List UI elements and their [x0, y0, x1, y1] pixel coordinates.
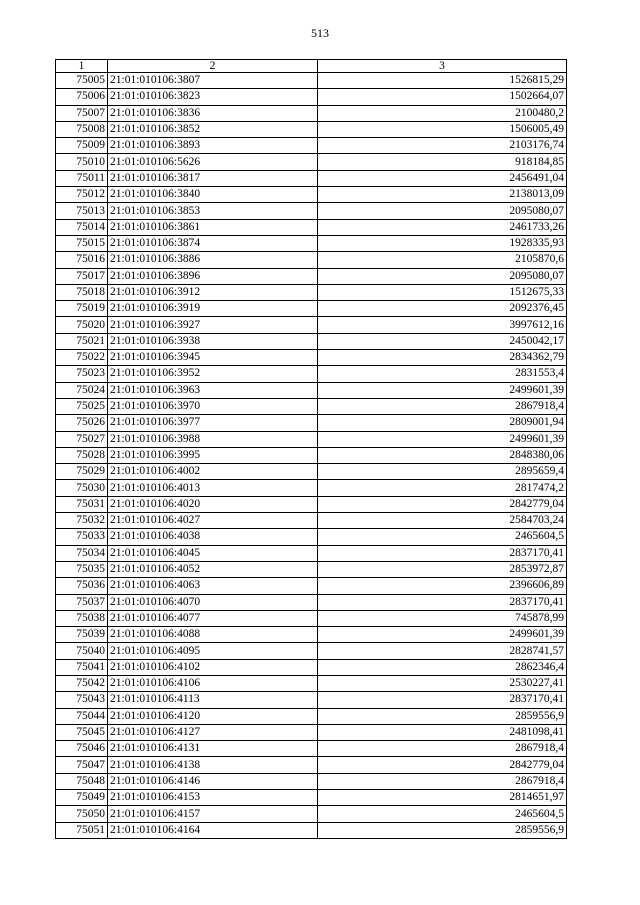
table-row — [56, 659, 567, 675]
value-cell: 2499601,39 — [318, 431, 567, 447]
cadastral-number-cell: 21:01:010106:4113 — [108, 692, 318, 708]
cadastral-number-cell: 21:01:010106:3896 — [108, 268, 318, 284]
cadastral-number-cell: 21:01:010106:4027 — [108, 513, 318, 529]
cadastral-number-cell: 21:01:010106:4095 — [108, 643, 318, 659]
row-number-cell: 75043 — [56, 692, 108, 708]
table-row — [56, 170, 567, 186]
value-cell: 2100480,2 — [318, 105, 567, 121]
row-number-cell: 75039 — [56, 627, 108, 643]
cadastral-number-cell: 21:01:010106:4020 — [108, 496, 318, 512]
table-row — [56, 594, 567, 610]
value-cell: 2862346,4 — [318, 659, 567, 675]
row-number-cell: 75035 — [56, 561, 108, 577]
row-number-cell: 75023 — [56, 366, 108, 382]
table-row — [56, 350, 567, 366]
value-cell: 2481098,41 — [318, 724, 567, 740]
cadastral-number-cell: 21:01:010106:4013 — [108, 480, 318, 496]
table-row — [56, 317, 567, 333]
column-header-1: 1 — [56, 60, 108, 73]
value-cell: 2465604,5 — [318, 529, 567, 545]
cadastral-number-cell: 21:01:010106:3995 — [108, 447, 318, 463]
table-row — [56, 464, 567, 480]
cadastral-number-cell: 21:01:010106:3919 — [108, 301, 318, 317]
value-cell: 2095080,07 — [318, 268, 567, 284]
table-row — [56, 138, 567, 154]
row-number-cell: 75014 — [56, 219, 108, 235]
row-number-cell: 75015 — [56, 235, 108, 251]
value-cell: 2895659,4 — [318, 464, 567, 480]
cadastral-number-cell: 21:01:010106:4138 — [108, 757, 318, 773]
cadastral-number-cell: 21:01:010106:3823 — [108, 89, 318, 105]
value-cell: 1512675,33 — [318, 284, 567, 300]
row-number-cell: 75013 — [56, 203, 108, 219]
table-row — [56, 675, 567, 691]
row-number-cell: 75012 — [56, 187, 108, 203]
value-cell: 2450042,17 — [318, 333, 567, 349]
row-number-cell: 75042 — [56, 675, 108, 691]
row-number-cell: 75033 — [56, 529, 108, 545]
value-cell: 1506005,49 — [318, 121, 567, 137]
value-cell: 1526815,29 — [318, 73, 567, 89]
row-number-cell: 75018 — [56, 284, 108, 300]
table-row — [56, 627, 567, 643]
row-number-cell: 75006 — [56, 89, 108, 105]
row-number-cell: 75028 — [56, 447, 108, 463]
cadastral-number-cell: 21:01:010106:4146 — [108, 773, 318, 789]
cadastral-number-cell: 21:01:010106:3852 — [108, 121, 318, 137]
row-number-cell: 75038 — [56, 610, 108, 626]
value-cell: 2859556,9 — [318, 708, 567, 724]
value-cell: 2853972,87 — [318, 561, 567, 577]
table-row — [56, 610, 567, 626]
row-number-cell: 75046 — [56, 741, 108, 757]
cadastral-number-cell: 21:01:010106:4106 — [108, 675, 318, 691]
table-row — [56, 89, 567, 105]
cadastral-number-cell: 21:01:010106:3807 — [108, 73, 318, 89]
row-number-cell: 75036 — [56, 578, 108, 594]
table-row — [56, 187, 567, 203]
table-row — [56, 724, 567, 740]
row-number-cell: 75025 — [56, 398, 108, 414]
row-number-cell: 75019 — [56, 301, 108, 317]
table-row — [56, 203, 567, 219]
value-cell: 2837170,41 — [318, 545, 567, 561]
table-row — [56, 284, 567, 300]
table-row — [56, 431, 567, 447]
row-number-cell: 75022 — [56, 350, 108, 366]
value-cell: 2396606,89 — [318, 578, 567, 594]
table-row — [56, 121, 567, 137]
value-cell: 2530227,41 — [318, 675, 567, 691]
value-cell: 2831553,4 — [318, 366, 567, 382]
table-row — [56, 252, 567, 268]
cadastral-number-cell: 21:01:010106:3945 — [108, 350, 318, 366]
row-number-cell: 75045 — [56, 724, 108, 740]
data-table — [55, 59, 567, 839]
table-row — [56, 757, 567, 773]
table-row — [56, 790, 567, 806]
cadastral-number-cell: 21:01:010106:3836 — [108, 105, 318, 121]
value-cell: 2842779,04 — [318, 757, 567, 773]
row-number-cell: 75005 — [56, 73, 108, 89]
table-row — [56, 578, 567, 594]
row-number-cell: 75021 — [56, 333, 108, 349]
cadastral-number-cell: 21:01:010106:3952 — [108, 366, 318, 382]
table-row — [56, 480, 567, 496]
value-cell: 2461733,26 — [318, 219, 567, 235]
cadastral-number-cell: 21:01:010106:4052 — [108, 561, 318, 577]
cadastral-number-cell: 21:01:010106:4045 — [108, 545, 318, 561]
cadastral-number-cell: 21:01:010106:3963 — [108, 382, 318, 398]
cadastral-number-cell: 21:01:010106:4063 — [108, 578, 318, 594]
value-cell: 2867918,4 — [318, 741, 567, 757]
table-row — [56, 235, 567, 251]
table-row — [56, 415, 567, 431]
cadastral-number-cell: 21:01:010106:4102 — [108, 659, 318, 675]
table-row — [56, 822, 567, 838]
table-row — [56, 73, 567, 89]
cadastral-number-cell: 21:01:010106:3874 — [108, 235, 318, 251]
table-row — [56, 692, 567, 708]
table-row — [56, 773, 567, 789]
cadastral-number-cell: 21:01:010106:3853 — [108, 203, 318, 219]
table-row — [56, 708, 567, 724]
value-cell: 2092376,45 — [318, 301, 567, 317]
row-number-cell: 75037 — [56, 594, 108, 610]
value-cell: 2859556,9 — [318, 822, 567, 838]
value-cell: 2848380,06 — [318, 447, 567, 463]
row-number-cell: 75010 — [56, 154, 108, 170]
row-number-cell: 75029 — [56, 464, 108, 480]
value-cell: 2842779,04 — [318, 496, 567, 512]
cadastral-number-cell: 21:01:010106:3988 — [108, 431, 318, 447]
value-cell: 918184,85 — [318, 154, 567, 170]
row-number-cell: 75011 — [56, 170, 108, 186]
value-cell: 2814651,97 — [318, 790, 567, 806]
row-number-cell: 75051 — [56, 822, 108, 838]
cadastral-number-cell: 21:01:010106:4127 — [108, 724, 318, 740]
value-cell: 2105870,6 — [318, 252, 567, 268]
cadastral-number-cell: 21:01:010106:3817 — [108, 170, 318, 186]
value-cell: 1928335,93 — [318, 235, 567, 251]
column-header-2: 2 — [108, 60, 318, 73]
row-number-cell: 75050 — [56, 806, 108, 822]
table-row — [56, 529, 567, 545]
row-number-cell: 75020 — [56, 317, 108, 333]
value-cell: 1502664,07 — [318, 89, 567, 105]
row-number-cell: 75031 — [56, 496, 108, 512]
row-number-cell: 75030 — [56, 480, 108, 496]
table-row — [56, 268, 567, 284]
table-row — [56, 301, 567, 317]
table-body — [56, 73, 567, 839]
row-number-cell: 75009 — [56, 138, 108, 154]
cadastral-number-cell: 21:01:010106:4002 — [108, 464, 318, 480]
value-cell: 2834362,79 — [318, 350, 567, 366]
value-cell: 2837170,41 — [318, 692, 567, 708]
table-row — [56, 496, 567, 512]
value-cell: 2867918,4 — [318, 773, 567, 789]
cadastral-number-cell: 21:01:010106:4120 — [108, 708, 318, 724]
table-header — [56, 60, 567, 73]
cadastral-number-cell: 21:01:010106:5626 — [108, 154, 318, 170]
page-number: 513 — [311, 26, 329, 40]
cadastral-number-cell: 21:01:010106:4131 — [108, 741, 318, 757]
value-cell: 2584703,24 — [318, 513, 567, 529]
value-cell: 2499601,39 — [318, 627, 567, 643]
cadastral-number-cell: 21:01:010106:3970 — [108, 398, 318, 414]
table-row — [56, 643, 567, 659]
cadastral-number-cell: 21:01:010106:3912 — [108, 284, 318, 300]
cadastral-number-cell: 21:01:010106:3840 — [108, 187, 318, 203]
table-row — [56, 398, 567, 414]
value-cell: 2828741,57 — [318, 643, 567, 659]
row-number-cell: 75026 — [56, 415, 108, 431]
row-number-cell: 75040 — [56, 643, 108, 659]
cadastral-number-cell: 21:01:010106:4164 — [108, 822, 318, 838]
value-cell: 2095080,07 — [318, 203, 567, 219]
cadastral-number-cell: 21:01:010106:3861 — [108, 219, 318, 235]
cadastral-number-cell: 21:01:010106:4157 — [108, 806, 318, 822]
row-number-cell: 75008 — [56, 121, 108, 137]
row-number-cell: 75044 — [56, 708, 108, 724]
row-number-cell: 75034 — [56, 545, 108, 561]
row-number-cell: 75048 — [56, 773, 108, 789]
value-cell: 2456491,04 — [318, 170, 567, 186]
row-number-cell: 75017 — [56, 268, 108, 284]
value-cell: 2138013,09 — [318, 187, 567, 203]
value-cell: 3997612,16 — [318, 317, 567, 333]
column-header-3: 3 — [318, 60, 567, 73]
row-number-cell: 75007 — [56, 105, 108, 121]
value-cell: 2837170,41 — [318, 594, 567, 610]
cadastral-number-cell: 21:01:010106:4038 — [108, 529, 318, 545]
table-row — [56, 219, 567, 235]
cadastral-number-cell: 21:01:010106:4077 — [108, 610, 318, 626]
row-number-cell: 75041 — [56, 659, 108, 675]
cadastral-number-cell: 21:01:010106:3886 — [108, 252, 318, 268]
table-row — [56, 366, 567, 382]
header-row — [56, 60, 567, 73]
cadastral-number-cell: 21:01:010106:3938 — [108, 333, 318, 349]
table-row — [56, 333, 567, 349]
table-row — [56, 105, 567, 121]
table-row — [56, 447, 567, 463]
value-cell: 2817474,2 — [318, 480, 567, 496]
row-number-cell: 75027 — [56, 431, 108, 447]
row-number-cell: 75049 — [56, 790, 108, 806]
cadastral-number-cell: 21:01:010106:3893 — [108, 138, 318, 154]
value-cell: 745878,99 — [318, 610, 567, 626]
cadastral-number-cell: 21:01:010106:3927 — [108, 317, 318, 333]
row-number-cell: 75047 — [56, 757, 108, 773]
table-row — [56, 561, 567, 577]
table-row — [56, 513, 567, 529]
cadastral-number-cell: 21:01:010106:4088 — [108, 627, 318, 643]
row-number-cell: 75016 — [56, 252, 108, 268]
value-cell: 2867918,4 — [318, 398, 567, 414]
row-number-cell: 75024 — [56, 382, 108, 398]
cadastral-number-cell: 21:01:010106:4070 — [108, 594, 318, 610]
value-cell: 2465604,5 — [318, 806, 567, 822]
table-row — [56, 154, 567, 170]
row-number-cell: 75032 — [56, 513, 108, 529]
value-cell: 2103176,74 — [318, 138, 567, 154]
cadastral-number-cell: 21:01:010106:4153 — [108, 790, 318, 806]
table-row — [56, 545, 567, 561]
table-row — [56, 741, 567, 757]
value-cell: 2499601,39 — [318, 382, 567, 398]
value-cell: 2809001,94 — [318, 415, 567, 431]
cadastral-number-cell: 21:01:010106:3977 — [108, 415, 318, 431]
table-row — [56, 806, 567, 822]
table-row — [56, 382, 567, 398]
